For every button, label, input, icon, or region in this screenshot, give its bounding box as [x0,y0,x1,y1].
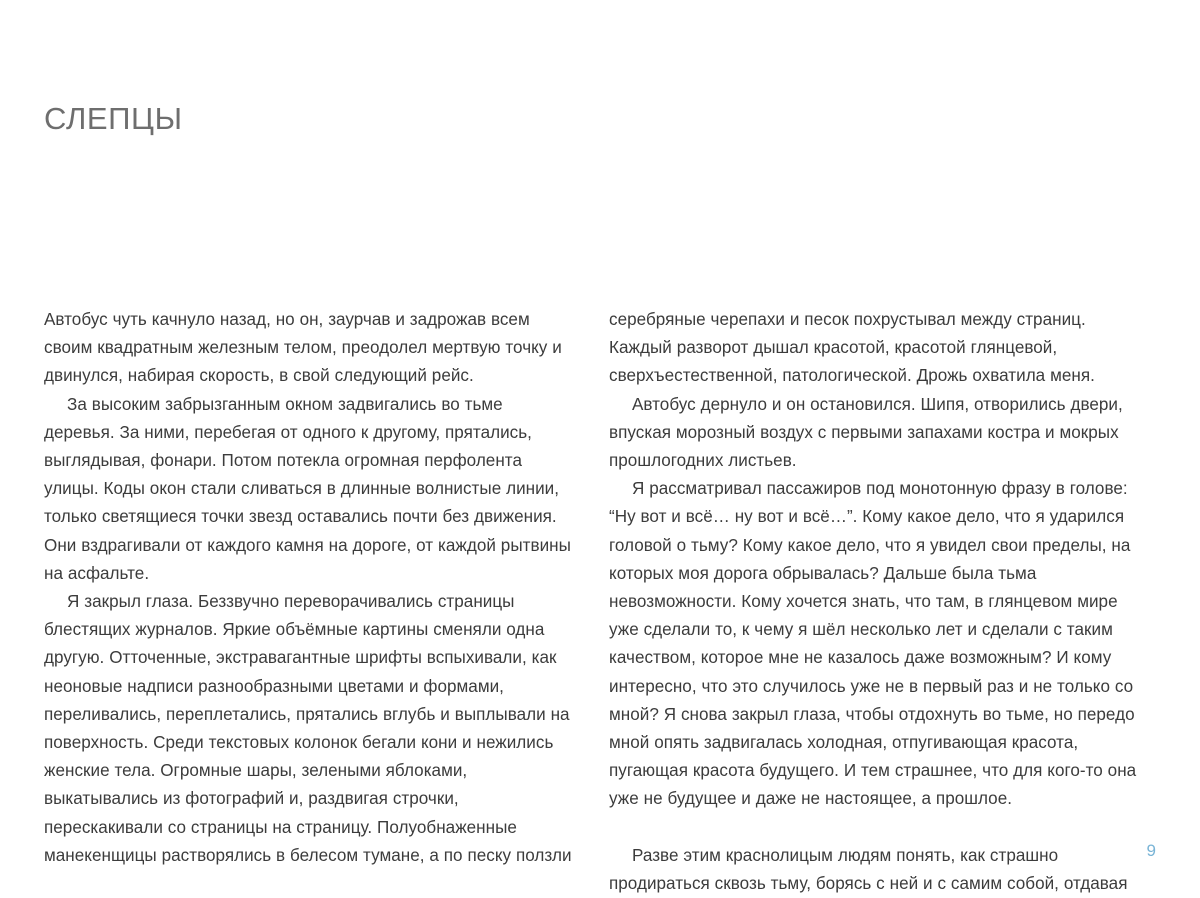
text-columns [44,306,1166,894]
paragraph: За высоким забрызганным окном задвигались во тьме деревья. За ними, перебегая от одного к другому, прятались, выглядывая, фонари. Потом потекла огромная перфолента улицы. Коды окон стали сливаться в длинные волнистые линии, только светящиеся точки звезд оставались почти без движения. Они вздрагивали от каждого камня на дороге, от каждой рытвины на асфальте. [44,394,571,583]
page-number: 9 [1146,841,1156,860]
paragraph: Я рассматривал пассажиров под монотонную фразу в голове: “Ну вот и всё… ну вот и всё…”. Кому какое дело, что я ударился головой о тьму? Кому какое дело, что я увидел свои пределы, на которых моя дорога обрывалась? Дальше была тьма невозможности. Кому хочется знать, что там, в глянцевом мире уже сделали то, к чему я шёл несколько лет и сделали с таким качеством, которое мне не казалось даже возможным? И кому интересно, что это случилось уже не в первый раз и не только со мной? Я снова закрыл глаза, чтобы отдохнуть во тьме, но передо мной опять задвигалась холодная, отпугивающая красота, пугающая красота будущего. И тем страшнее, что для кого-то она уже не будущее и даже не настоящее, а прошлое. [609,479,1137,809]
chapter-title: СЛЕПЦЫ [44,100,183,136]
paragraph: Автобус чуть качнуло назад, но он, заурчав и задрожав всем своим квадратным железным телом, преодолел мертвую точку и двинулся, набирая скорость, в свой следующий рейс. [44,310,562,386]
left-text-column [44,306,575,865]
paragraph: Я закрыл глаза. Беззвучно переворачивались страницы блестящих журналов. Яркие объёмные картины сменяли одна другую. Отточенные, экстравагантные шрифты вспыхивали, как неоновые надписи разнообразными цветами и формами, переливались, переплетались, прятались вглубь и выплывали на поверхность. Среди текстовых колонок бегали кони и нежились женские тела. Огромные шары, зелеными яблоками, выкатывались из фотографий и, раздвигая строчки, перескакивали со страницы на страницу. Полуобнаженные манекенщицы растворялись в белесом тумане, а по песку ползли [44,592,572,865]
right-text-column [609,306,1140,894]
paragraph: Разве этим краснолицым людям понять, как страшно продираться сквозь тьму, борясь с ней и с самим собой, отдавая [609,845,1128,894]
paragraph: серебряные черепахи и песок похрустывал между страниц. Каждый разворот дышал красотой, красотой глянцевой, сверхъестественной, патологической. Дрожь охватила меня. [609,310,1095,386]
paragraph: Автобус дернуло и он остановился. Шипя, отворились двери, впуская морозный воздух с первыми запахами костра и мокрых прошлогодних листьев. [609,394,1123,471]
